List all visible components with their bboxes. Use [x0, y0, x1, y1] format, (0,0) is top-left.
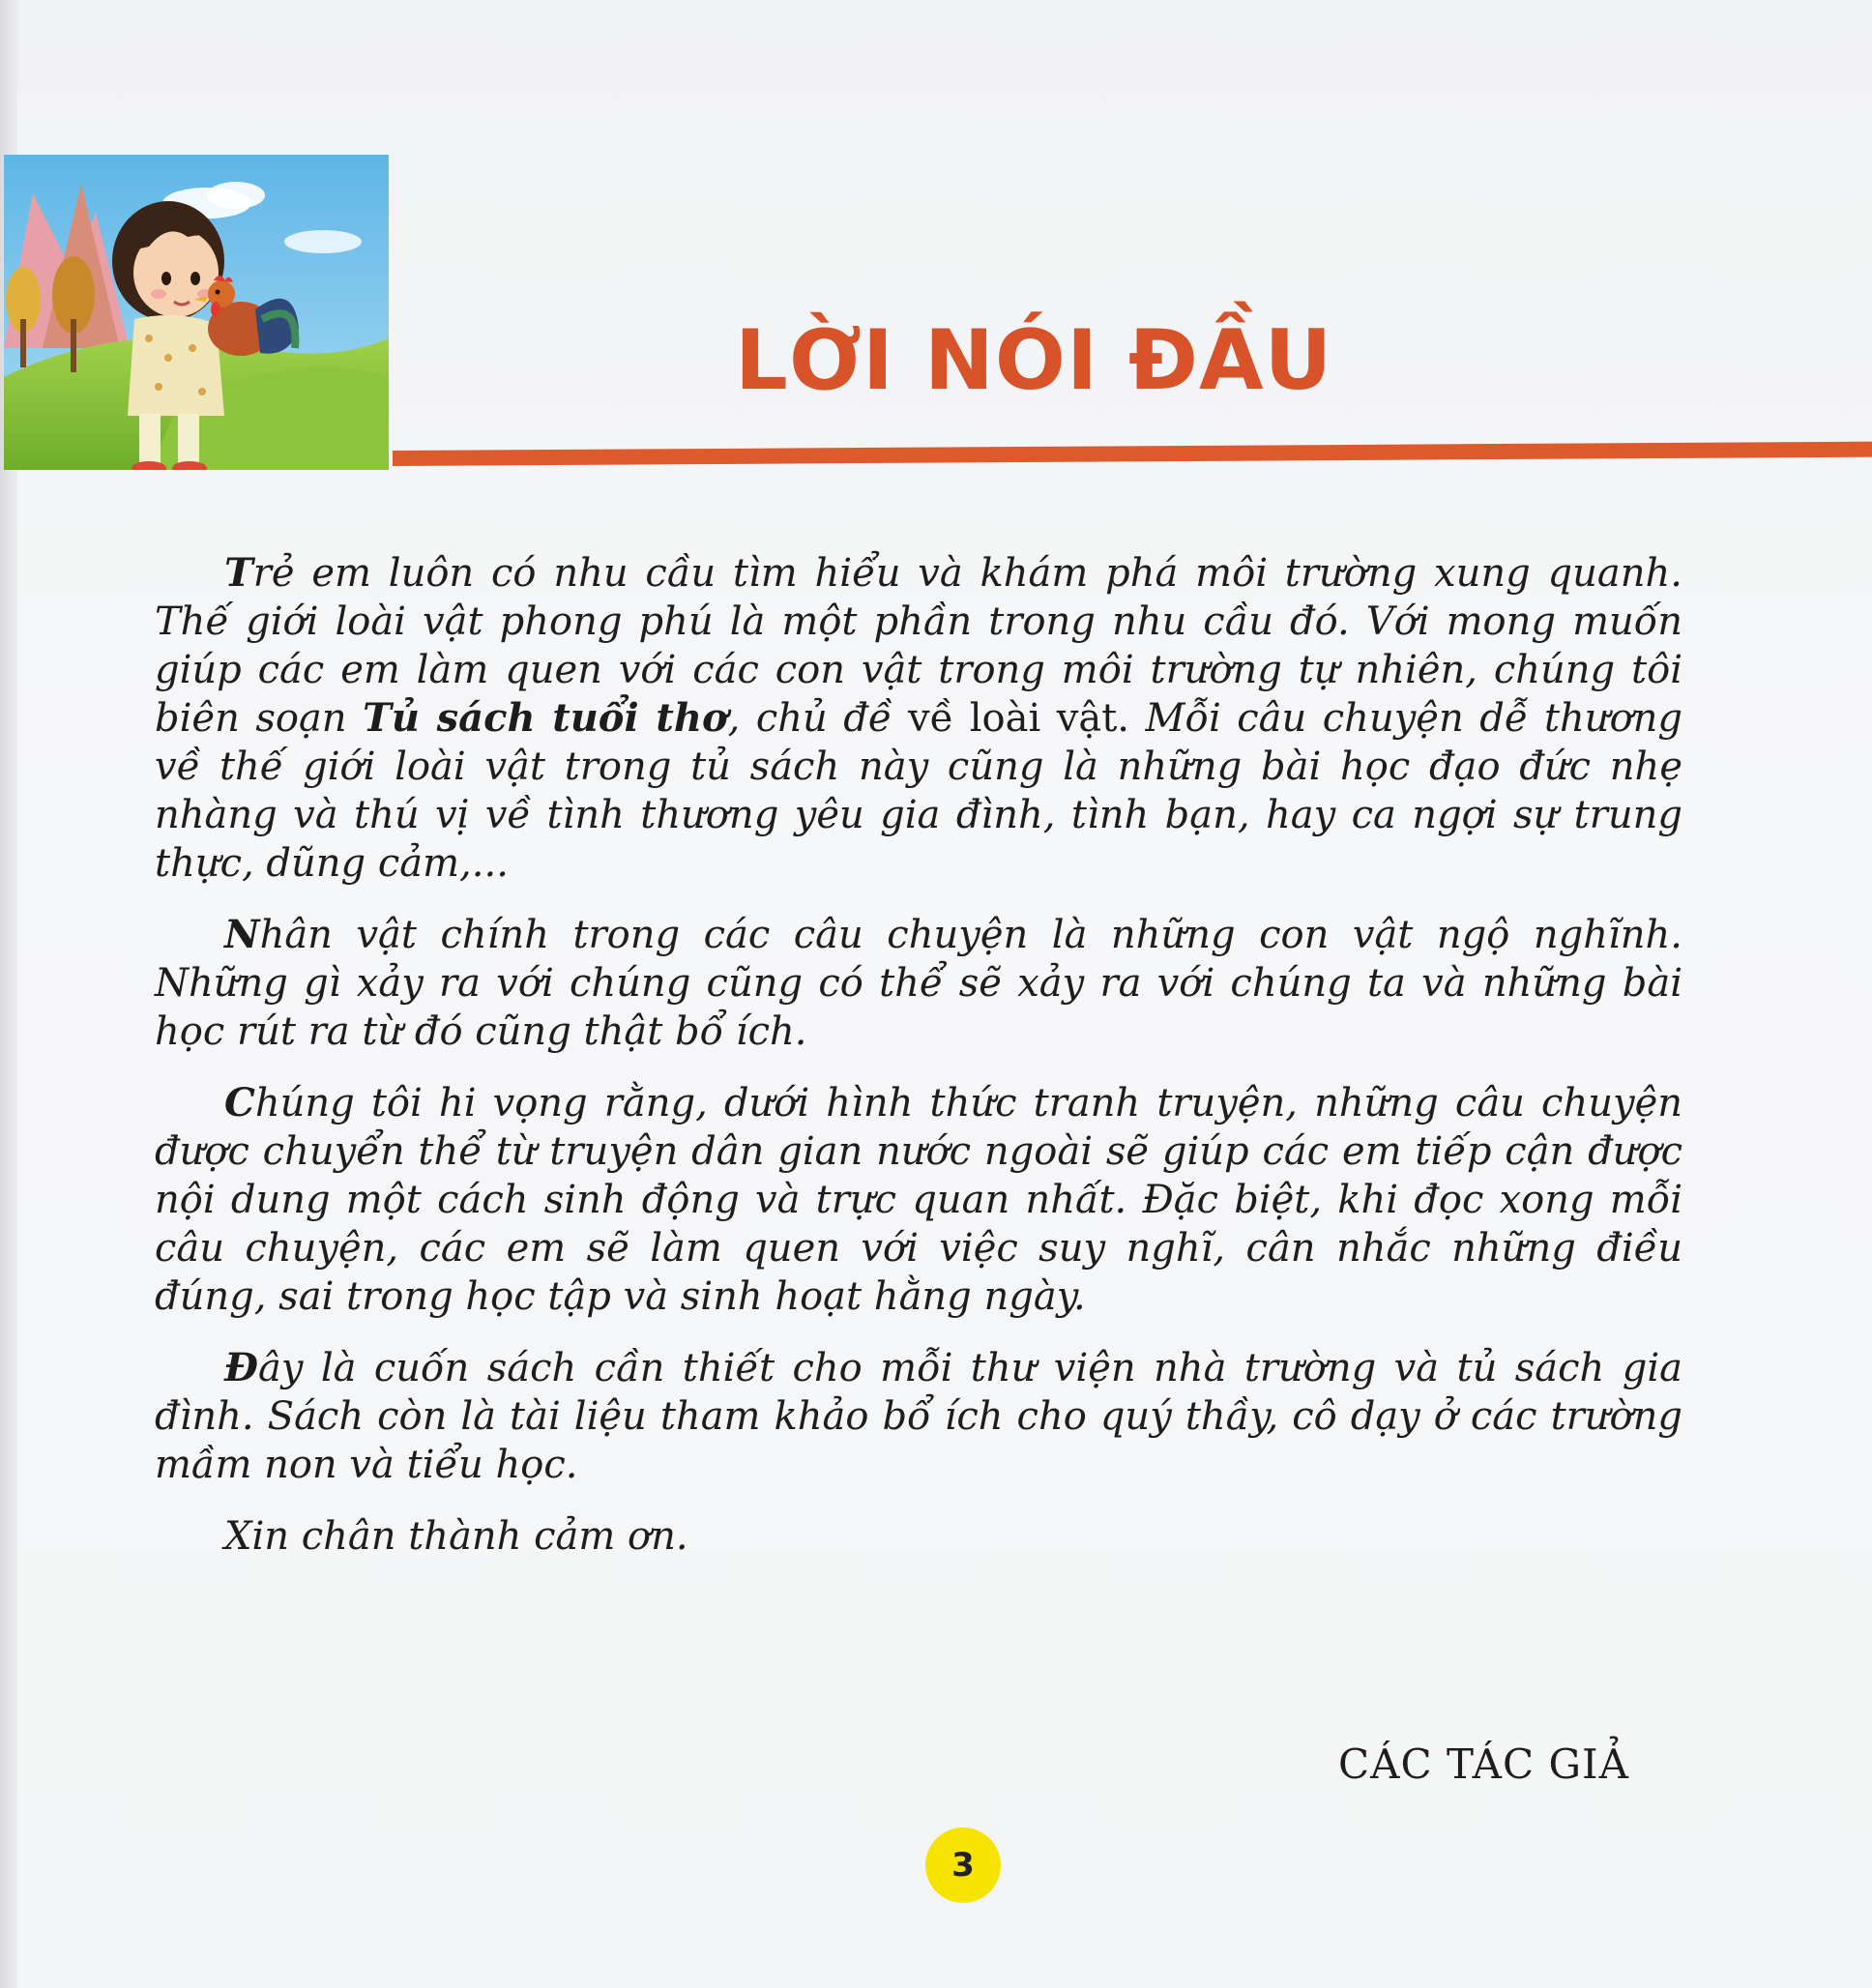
paragraph-5: [155, 1512, 1682, 1561]
title-underline-rule: [393, 442, 1872, 466]
illustration-art: [4, 155, 389, 470]
paragraph-1-initial: T: [224, 550, 253, 596]
paragraph-3-text: húng tôi hi vọng rằng, dưới hình thức tranh truyện, những câu chuyện được chuyển thể từ truyện dân gian nước ngoài sẽ giúp các em tiếp cận được nội dung một cách sinh động và trực quan nhất. Đặc biệt, khi đọc xong mỗi câu chuyện, các em sẽ làm quen với việc suy nghĩ, cân nhắc những điều đúng, sai trong học tập và sinh hoạt hằng ngày.: [155, 1081, 1682, 1319]
paragraph-1-text-c: Mỗi câu chuyện dễ thương về thế giới loài vật trong tủ sách này cũng là những bài học đạo đức nhẹ nhàng và thú vị về tình thương yêu gia đình, tình bạn, hay ca ngợi sự trung thực, dũng cảm,...: [155, 696, 1683, 886]
paragraph-2-initial: N: [224, 912, 260, 957]
paragraph-4-text: ây là cuốn sách cần thiết cho mỗi thư viện nhà trường và tủ sách gia đình. Sách còn là tài liệu tham khảo bổ ích cho quý thầy, cô dạy ở các trường mầm non và tiểu học.: [155, 1346, 1682, 1487]
paragraph-1-text-b: , chủ đề: [727, 696, 909, 741]
book-series-title: Tủ sách tuổi thơ: [363, 695, 728, 741]
paragraph-2: [155, 911, 1682, 1056]
authors-signature: CÁC TÁC GIẢ: [1338, 1740, 1629, 1788]
paragraph-4-initial: Đ: [224, 1345, 258, 1390]
paragraph-4: [155, 1344, 1682, 1489]
page-number-badge: 3: [925, 1827, 1001, 1903]
paragraph-1: [155, 549, 1682, 888]
paragraph-1-text-a: rẻ em luôn có nhu cầu tìm hiểu và khám phá môi trường xung quanh. Thế giới loài vật phong phú là một phần trong nhu cầu đó. Với mong muốn giúp các em làm quen với các con vật trong môi trường tự nhiên, chúng tôi biên soạn: [155, 551, 1682, 741]
paragraph-2-text: hân vật chính trong các câu chuyện là những con vật ngộ nghĩnh. Những gì xảy ra với chúng cũng có thể sẽ xảy ra với chúng ta và những bài học rút ra từ đó cũng thật bổ ích.: [155, 913, 1682, 1054]
girl-holding-rooster-illustration: [4, 155, 389, 470]
page-title: LỜI NÓI ĐẦU: [735, 312, 1333, 409]
paragraph-1-upright-text: về loài vật.: [908, 696, 1130, 741]
paragraph-3-initial: C: [224, 1080, 255, 1126]
preface-body: [155, 549, 1682, 1584]
paragraph-3: [155, 1079, 1682, 1321]
closing-thanks: Xin chân thành cảm ơn.: [224, 1514, 688, 1559]
